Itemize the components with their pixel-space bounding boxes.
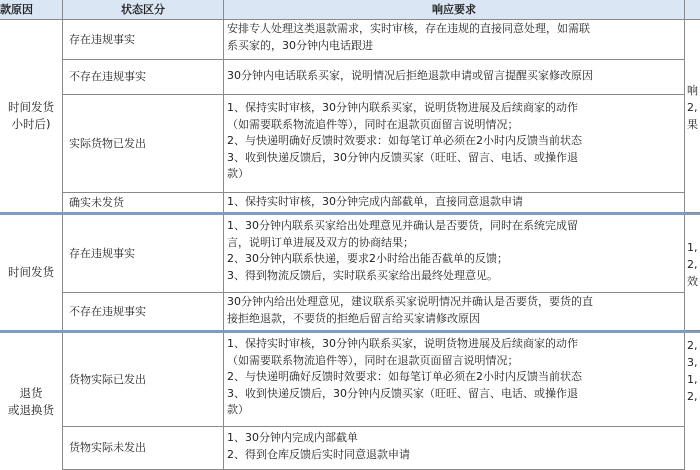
- response-cell: [224, 20, 685, 60]
- status-cell: 存在违规事实: [63, 20, 224, 60]
- group-reason: [0, 215, 63, 331]
- response-line: 1、30分钟内完成内部截单: [227, 431, 358, 444]
- status-cell: 确实未发货: [63, 193, 224, 213]
- status-cell: 不存在违规事实: [63, 293, 224, 331]
- edge-fragment: 果: [687, 118, 698, 131]
- response-line: 30分钟内给出处理意见，建议联系买家说明情况并确认是否要货，要货的直: [227, 295, 593, 308]
- edge-fragment: 2,: [687, 258, 698, 271]
- response-line: 言，说明订单进展及双方的协商结果；: [227, 235, 414, 249]
- edge-fragment: 1,: [687, 241, 698, 254]
- group-reason: [0, 333, 63, 470]
- reason-line: 退货: [19, 385, 43, 400]
- edge-fragment: 2,: [687, 339, 698, 352]
- response-line: （如需要联系物流追件等），同时在退款页面留言说明情况；: [227, 353, 519, 367]
- reason-line: 时间发货: [8, 265, 54, 279]
- response-line: 1、保持实时审核，30分钟完成内部截单，直接同意退款申请: [227, 195, 523, 208]
- response-line: 1、30分钟内联系买家给出处理意见并确认是否要货，同时在系统完成留: [227, 219, 578, 232]
- edge-fragment: 3,: [687, 356, 698, 369]
- status-cell: 存在违规事实: [63, 215, 224, 293]
- edge-cell: [685, 215, 700, 331]
- response-line: 1、保持实时审核，30分钟内联系买家，说明货物进展及后续商家的动作: [227, 337, 578, 350]
- status-cell: 货物实际已发出: [63, 333, 224, 427]
- response-cell: [224, 215, 685, 293]
- edge-cell: [685, 333, 700, 470]
- response-line: 2、与快递明确好反馈时效要求：如每笔订单必须在2小时内反馈当前状态: [227, 134, 582, 147]
- response-line: 3、收到快递反馈后，30分钟内反馈买家（旺旺、留言、电话、或操作退: [227, 150, 578, 164]
- edge-fragment: 响: [687, 84, 698, 97]
- response-line: 30分钟内电话联系买家，说明情况后拒绝退款申请或留言提醒买家修改原因: [227, 69, 593, 82]
- response-line: 2、与快递明确好反馈时效要求：如每笔订单必须在2小时内反馈当前状态: [227, 370, 582, 383]
- group-reason: [0, 20, 63, 213]
- response-line: 系买家的，30分钟内电话跟进: [227, 38, 373, 52]
- response-line: 款）: [227, 403, 249, 416]
- header-response: 响应要求: [224, 0, 685, 20]
- header-reason: 款原因: [0, 0, 63, 20]
- response-line: 1、保持实时审核，30分钟内联系买家，说明货物进展及后续商家的动作: [227, 101, 578, 114]
- edge-cell: [685, 20, 700, 213]
- reason-line: 或退换货: [8, 402, 54, 417]
- status-cell: 实际货物已发出: [63, 95, 224, 193]
- reason-line: 小时后): [11, 117, 51, 131]
- response-line: 款）: [227, 167, 249, 180]
- edge-fragment: 1,: [687, 373, 698, 386]
- edge-fragment: 2,: [687, 390, 698, 403]
- response-cell: [224, 193, 685, 213]
- status-cell: 不存在违规事实: [63, 60, 224, 95]
- response-line: 2、得到仓库反馈后实时同意退款申请: [227, 447, 410, 461]
- response-line: 3、得到物流反馈后，实时联系买家给出最终处理意见。: [227, 268, 498, 282]
- header-edge: [685, 0, 700, 20]
- response-line: 接拒绝退款，不要货的拒绝后留言给买家请修改原因: [227, 311, 480, 325]
- response-line: （如需要联系物流追件等），同时在退款页面留言说明情况；: [227, 117, 519, 131]
- header-status: 状态区分: [63, 0, 224, 20]
- response-line: 安排专人处理这类退款需求，实时审核，存在违规的直接同意处理，如需联: [227, 22, 590, 35]
- response-line: 2、30分钟内联系快递，要求2小时给出能否截单的反馈；: [227, 252, 508, 265]
- response-cell: [224, 293, 685, 331]
- response-cell: [224, 333, 685, 427]
- edge-fragment: 2,: [687, 101, 698, 114]
- response-cell: [224, 427, 685, 470]
- edge-fragment: 效: [687, 275, 698, 288]
- response-cell: [224, 95, 685, 193]
- response-line: 3、收到快递反馈后，30分钟内反馈买家（旺旺、留言、电话、或操作退: [227, 386, 578, 400]
- status-cell: 货物实际未发出: [63, 427, 224, 470]
- response-cell: [224, 60, 685, 95]
- reason-line: 时间发货: [8, 100, 54, 114]
